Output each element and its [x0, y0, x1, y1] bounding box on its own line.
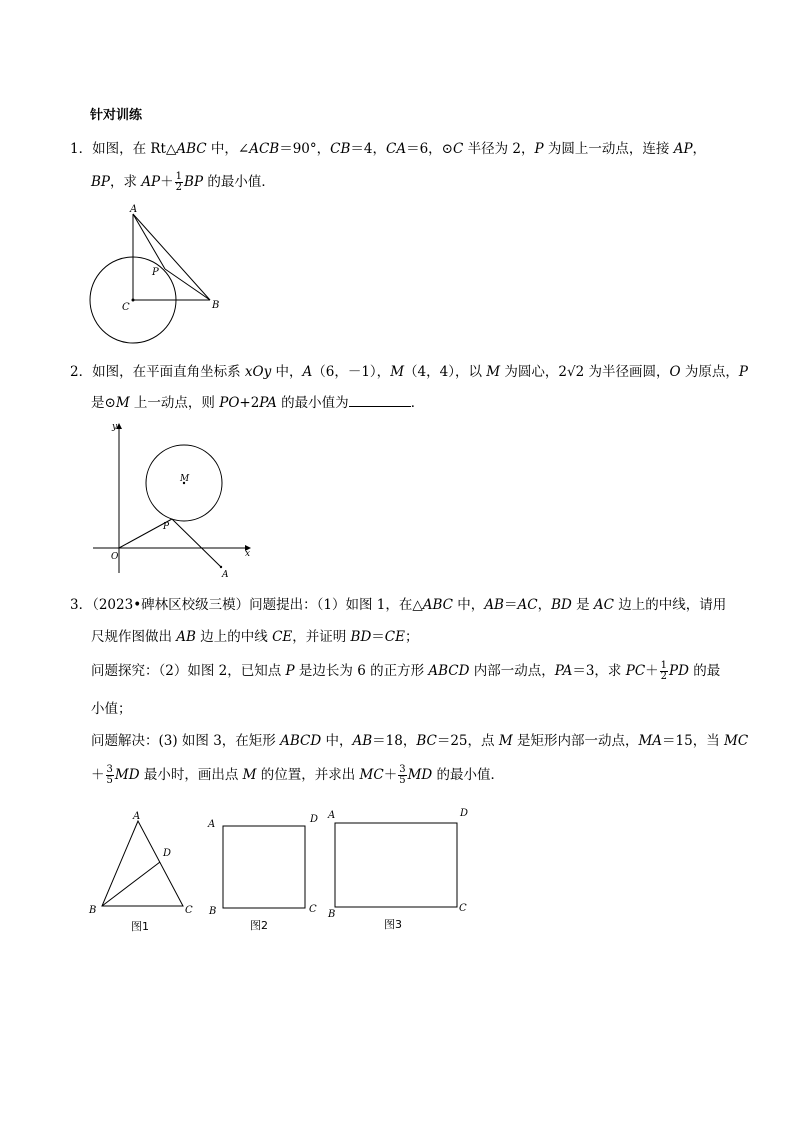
q1-text: 为圆上一动点，连接	[543, 141, 674, 157]
fig2-caption: 图2	[250, 919, 268, 932]
q3-text: 的最	[688, 663, 721, 679]
q2-text: 为原点，	[680, 364, 739, 380]
q2-text: 为圆心，2	[500, 364, 567, 380]
q1-frac-num: 1	[175, 171, 183, 182]
q2-point-a	[220, 566, 222, 568]
q3-text: ＋	[645, 663, 659, 679]
q3-line4: 小值；	[91, 701, 132, 717]
q3-number: 3．	[70, 597, 93, 613]
q3-text: 问题探究：（2）如图 2，已知点	[91, 663, 286, 679]
fig3-label-c: C	[459, 903, 467, 914]
q1-label-p: P	[152, 267, 159, 278]
q2-text: 中，	[271, 364, 303, 380]
q3-text: ；	[404, 629, 419, 645]
fig1-label-d: D	[163, 848, 172, 859]
q1-label-b: B	[212, 300, 220, 311]
q1-text: P	[534, 141, 544, 157]
q2-segment-pa	[172, 519, 221, 567]
q3-text: ，并证明	[292, 629, 351, 645]
fig2-square	[223, 826, 305, 908]
q3-fraction-1	[660, 661, 668, 682]
fig3-caption: 图3	[384, 918, 402, 931]
q1-text: ＝6，⊙	[406, 141, 453, 157]
q2-text: +2	[239, 395, 260, 411]
q3-text: MC	[724, 733, 749, 749]
q3-text: ＋	[91, 767, 105, 783]
q1-text: ＝4，	[350, 141, 386, 157]
fig1-triangle	[102, 821, 183, 906]
q3-text: 问题解决：(3) 如图 3，在矩形	[91, 733, 281, 749]
q3-line5	[91, 729, 748, 749]
q1-segment-ab	[133, 214, 210, 300]
q3-text: MA	[638, 733, 663, 749]
q2-text: xOy	[244, 364, 272, 380]
q3-text: CE	[272, 629, 293, 645]
q1-frac-den: 2	[175, 182, 183, 193]
q3-line3	[91, 659, 720, 682]
q1-segment-bp	[165, 269, 210, 300]
q2-text: 的最小值为	[276, 395, 349, 411]
q3-text: 的最小值．	[432, 767, 505, 783]
q3-text: ABCD	[280, 733, 322, 749]
q3-text: 最小时，画出点	[139, 767, 243, 783]
q3-text: 尺规作图做出	[91, 629, 177, 645]
q3-text: P	[285, 663, 295, 679]
q3-text: 是边长为 6 的正方形	[294, 663, 429, 679]
q3-text: 是	[571, 597, 594, 613]
q3-text: ABCD	[428, 663, 470, 679]
q3-text: ABC	[422, 597, 454, 613]
q3-text: MD	[114, 767, 140, 783]
q3-text: BD	[350, 629, 372, 645]
section-title: 针对训练	[90, 108, 143, 123]
q3-text: AB	[176, 629, 196, 645]
fig1-segment-bd	[102, 862, 160, 906]
q3-text: BC	[416, 733, 437, 749]
q3-frac1-num: 1	[660, 660, 668, 671]
q1-line2	[91, 170, 275, 193]
q3-text: 内部一动点，	[469, 663, 555, 679]
q2-text: 如图，在平面直角坐标系	[92, 364, 245, 380]
q1-text: 的最小值．	[203, 174, 275, 190]
q3-text: M	[242, 767, 257, 783]
q3-fraction-2	[106, 765, 114, 786]
fig1-label-b: B	[89, 905, 97, 916]
q1-text: CA	[386, 141, 407, 157]
q2-text: O	[669, 364, 681, 380]
q3-text: （2023•碑林区校级三模）问题提出：（1）如图 1，在△	[92, 597, 423, 613]
q3-frac3-num: 3	[399, 764, 406, 775]
q1-text: ，求	[110, 174, 142, 190]
q3-text: ，	[537, 597, 552, 613]
q3-text: AC	[593, 597, 615, 613]
q2-text: （6，－1），	[312, 364, 391, 380]
q2-label-m: M	[180, 474, 190, 484]
q1-text: ＝90°，	[279, 141, 331, 157]
q3-text: 边上的中线	[195, 629, 273, 645]
q1-label-c: C	[122, 302, 130, 313]
q3-text: M	[498, 733, 513, 749]
q2-answer-blank[interactable]	[349, 394, 411, 407]
q2-text: 是⊙	[91, 395, 116, 411]
q2-text: M	[486, 364, 501, 380]
q3-frac3-den: 5	[399, 775, 406, 786]
q3-text: BD	[551, 597, 572, 613]
q3-figure-2	[205, 810, 325, 935]
fig3-label-a: A	[328, 810, 336, 821]
q3-figure-3	[325, 800, 475, 935]
q3-text: MC	[359, 767, 384, 783]
q3-frac2-den: 5	[106, 775, 113, 786]
q2-text: P	[738, 364, 748, 380]
fig3-label-d: D	[460, 808, 469, 819]
q1-number: 1．	[70, 141, 93, 157]
q1-text: ACB	[249, 141, 280, 157]
q2-text: PO	[219, 395, 240, 411]
q2-text: 上一动点，则	[129, 395, 220, 411]
q3-text: 的位置，并求出	[256, 767, 360, 783]
q3-text: ＝15，当	[662, 733, 725, 749]
q2-label-p: P	[163, 522, 170, 532]
q1-fraction	[175, 172, 183, 193]
q3-text: AC	[517, 597, 538, 613]
q3-frac1-den: 2	[660, 671, 668, 682]
q3-text: ＝	[503, 597, 518, 613]
q3-text: ＝	[371, 629, 385, 645]
q3-text: ＝25，点	[436, 733, 499, 749]
q3-line2	[91, 625, 418, 645]
q3-frac2-num: 3	[106, 764, 113, 775]
q2-label-o: O	[111, 552, 119, 562]
q3-text: ＋	[383, 767, 398, 783]
q2-text: （4，4），以	[404, 364, 487, 380]
fig2-label-d: D	[310, 814, 319, 825]
q1-line1	[70, 137, 706, 157]
q3-text: ＝18，	[372, 733, 417, 749]
q1-label-a: A	[130, 204, 138, 215]
q3-text: PD	[669, 663, 689, 679]
fig2-label-a: A	[208, 819, 216, 830]
q3-text: MD	[407, 767, 433, 783]
fig1-label-a: A	[133, 811, 141, 822]
fig3-label-b: B	[328, 909, 336, 920]
q2-label-a: A	[222, 570, 229, 578]
q1-figure	[85, 200, 235, 345]
q1-text: ，	[692, 141, 707, 157]
q3-text: AB	[352, 733, 373, 749]
q1-text: 中，∠	[206, 141, 250, 157]
fig2-label-b: B	[209, 906, 217, 917]
q1-text: C	[453, 141, 464, 157]
q1-segment-ap	[133, 214, 165, 269]
q3-figure-1	[85, 806, 200, 934]
q2-label-y: y	[112, 422, 118, 432]
q3-line6	[91, 763, 504, 786]
q2-text: M	[390, 364, 405, 380]
q3-text: 中，	[321, 733, 353, 749]
q2-figure	[88, 418, 263, 578]
fig3-rectangle	[335, 823, 457, 907]
q1-text: CB	[330, 141, 351, 157]
q2-sqrt: √2	[566, 364, 585, 380]
fig1-caption: 图1	[131, 920, 149, 933]
q2-text: M	[115, 395, 130, 411]
q3-text: CE	[384, 629, 405, 645]
q3-fraction-3	[398, 765, 406, 786]
q2-text: A	[302, 364, 313, 380]
fig2-label-c: C	[309, 904, 317, 915]
q1-text: AP	[673, 141, 693, 157]
fig1-label-c: C	[185, 905, 193, 916]
q1-text: BP	[91, 174, 111, 190]
q1-text: AP	[141, 174, 161, 190]
q1-text: ABC	[176, 141, 207, 157]
q2-label-x: x	[245, 549, 251, 559]
q2-number: 2．	[70, 364, 93, 380]
q1-text: ＋	[160, 174, 174, 190]
q3-text: 边上的中线，请用	[614, 597, 727, 613]
q1-point-c	[132, 299, 135, 302]
q1-text: BP	[184, 174, 204, 190]
q1-text: 如图，在 Rt△	[92, 141, 177, 157]
q3-text: AB	[484, 597, 504, 613]
q3-text: PC	[625, 663, 646, 679]
q1-text: 半径为 2，	[463, 141, 535, 157]
q2-text: 为半径画圆，	[584, 364, 670, 380]
q3-text: ＝3，求	[572, 663, 626, 679]
q3-text: PA	[554, 663, 573, 679]
q2-line2	[91, 391, 424, 411]
q3-text: 中，	[453, 597, 485, 613]
q3-text: 是矩形内部一动点，	[512, 733, 639, 749]
q2-text: PA	[259, 395, 277, 411]
q2-text: ．	[410, 395, 425, 411]
q2-line1	[70, 360, 748, 380]
q3-line1	[70, 593, 726, 613]
